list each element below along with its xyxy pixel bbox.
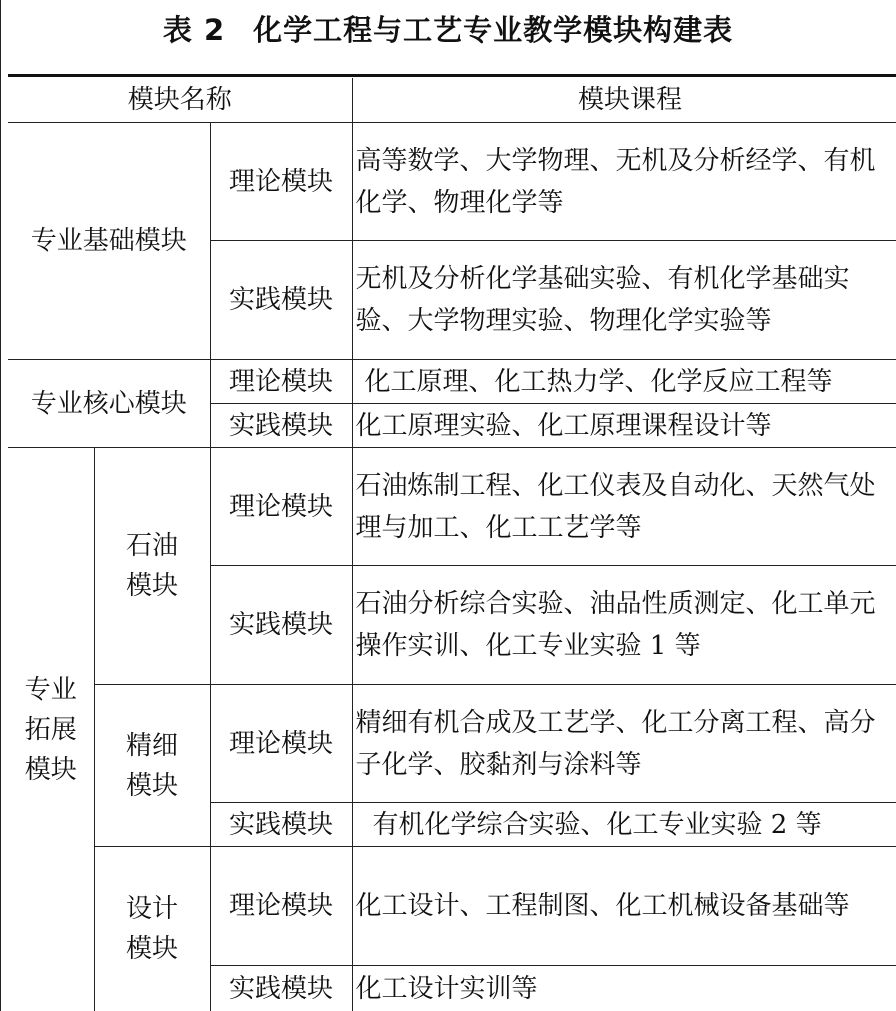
table-row [8,448,896,566]
fine-theory-courses: 精细有机合成及工艺学、化工分离工程、高分子化学、胶黏剂与涂料等 [352,685,896,803]
table-header-row [8,78,896,123]
foundation-practice-type: 实践模块 [210,241,352,360]
fine-module-name [94,685,210,847]
fine-practice-courses: 有机化学综合实验、化工专业实验 2 等 [352,803,896,847]
header-module-name: 模块名称 [8,78,352,123]
foundation-practice-courses: 无机及分析化学基础实验、有机化学基础实验、大学物理实验、物理化学实验等 [352,241,896,360]
foundation-theory-courses: 高等数学、大学物理、无机及分析经学、有机化学、物理化学等 [352,123,896,241]
petroleum-practice-type: 实践模块 [210,566,352,685]
table-caption-title: 化学工程与工艺专业教学模块构建表 [253,13,734,47]
fine-module-label: 精细模块 [125,730,178,801]
core-module-name: 专业核心模块 [8,360,210,448]
petroleum-theory-courses: 石油炼制工程、化工仪表及自动化、天然气处理与加工、化工工艺学等 [352,448,896,566]
petroleum-theory-type: 理论模块 [210,448,352,566]
table-row [8,685,896,803]
table-caption-number: 表 2 [162,13,226,47]
design-theory-type: 理论模块 [210,847,352,966]
fine-theory-type: 理论模块 [210,685,352,803]
foundation-theory-type: 理论模块 [210,123,352,241]
table-top-rule [8,74,896,77]
extension-module-name [8,448,94,1011]
table-row [8,847,896,966]
header-module-courses: 模块课程 [352,78,896,123]
foundation-module-name: 专业基础模块 [8,123,210,360]
petroleum-module-name [94,448,210,685]
core-practice-type: 实践模块 [210,404,352,448]
table-row [8,123,896,241]
fine-practice-type: 实践模块 [210,803,352,847]
module-table [8,78,896,1011]
core-theory-courses: 化工原理、化工热力学、化学反应工程等 [352,360,896,404]
design-module-name [94,847,210,1011]
core-practice-courses: 化工原理实验、化工原理课程设计等 [352,404,896,448]
design-module-label: 设计模块 [125,894,178,964]
page-left-border [0,0,1,1011]
petroleum-practice-courses: 石油分析综合实验、油品性质测定、化工单元操作实训、化工专业实验 1 等 [352,566,896,685]
petroleum-module-label: 石油模块 [125,531,178,601]
core-theory-type: 理论模块 [210,360,352,404]
table-caption [0,8,896,52]
design-practice-courses: 化工设计实训等 [352,966,896,1011]
extension-module-label: 专业拓展模块 [24,674,77,785]
design-practice-type: 实践模块 [210,966,352,1011]
table-row [8,360,896,404]
design-theory-courses: 化工设计、工程制图、化工机械设备基础等 [352,847,896,966]
